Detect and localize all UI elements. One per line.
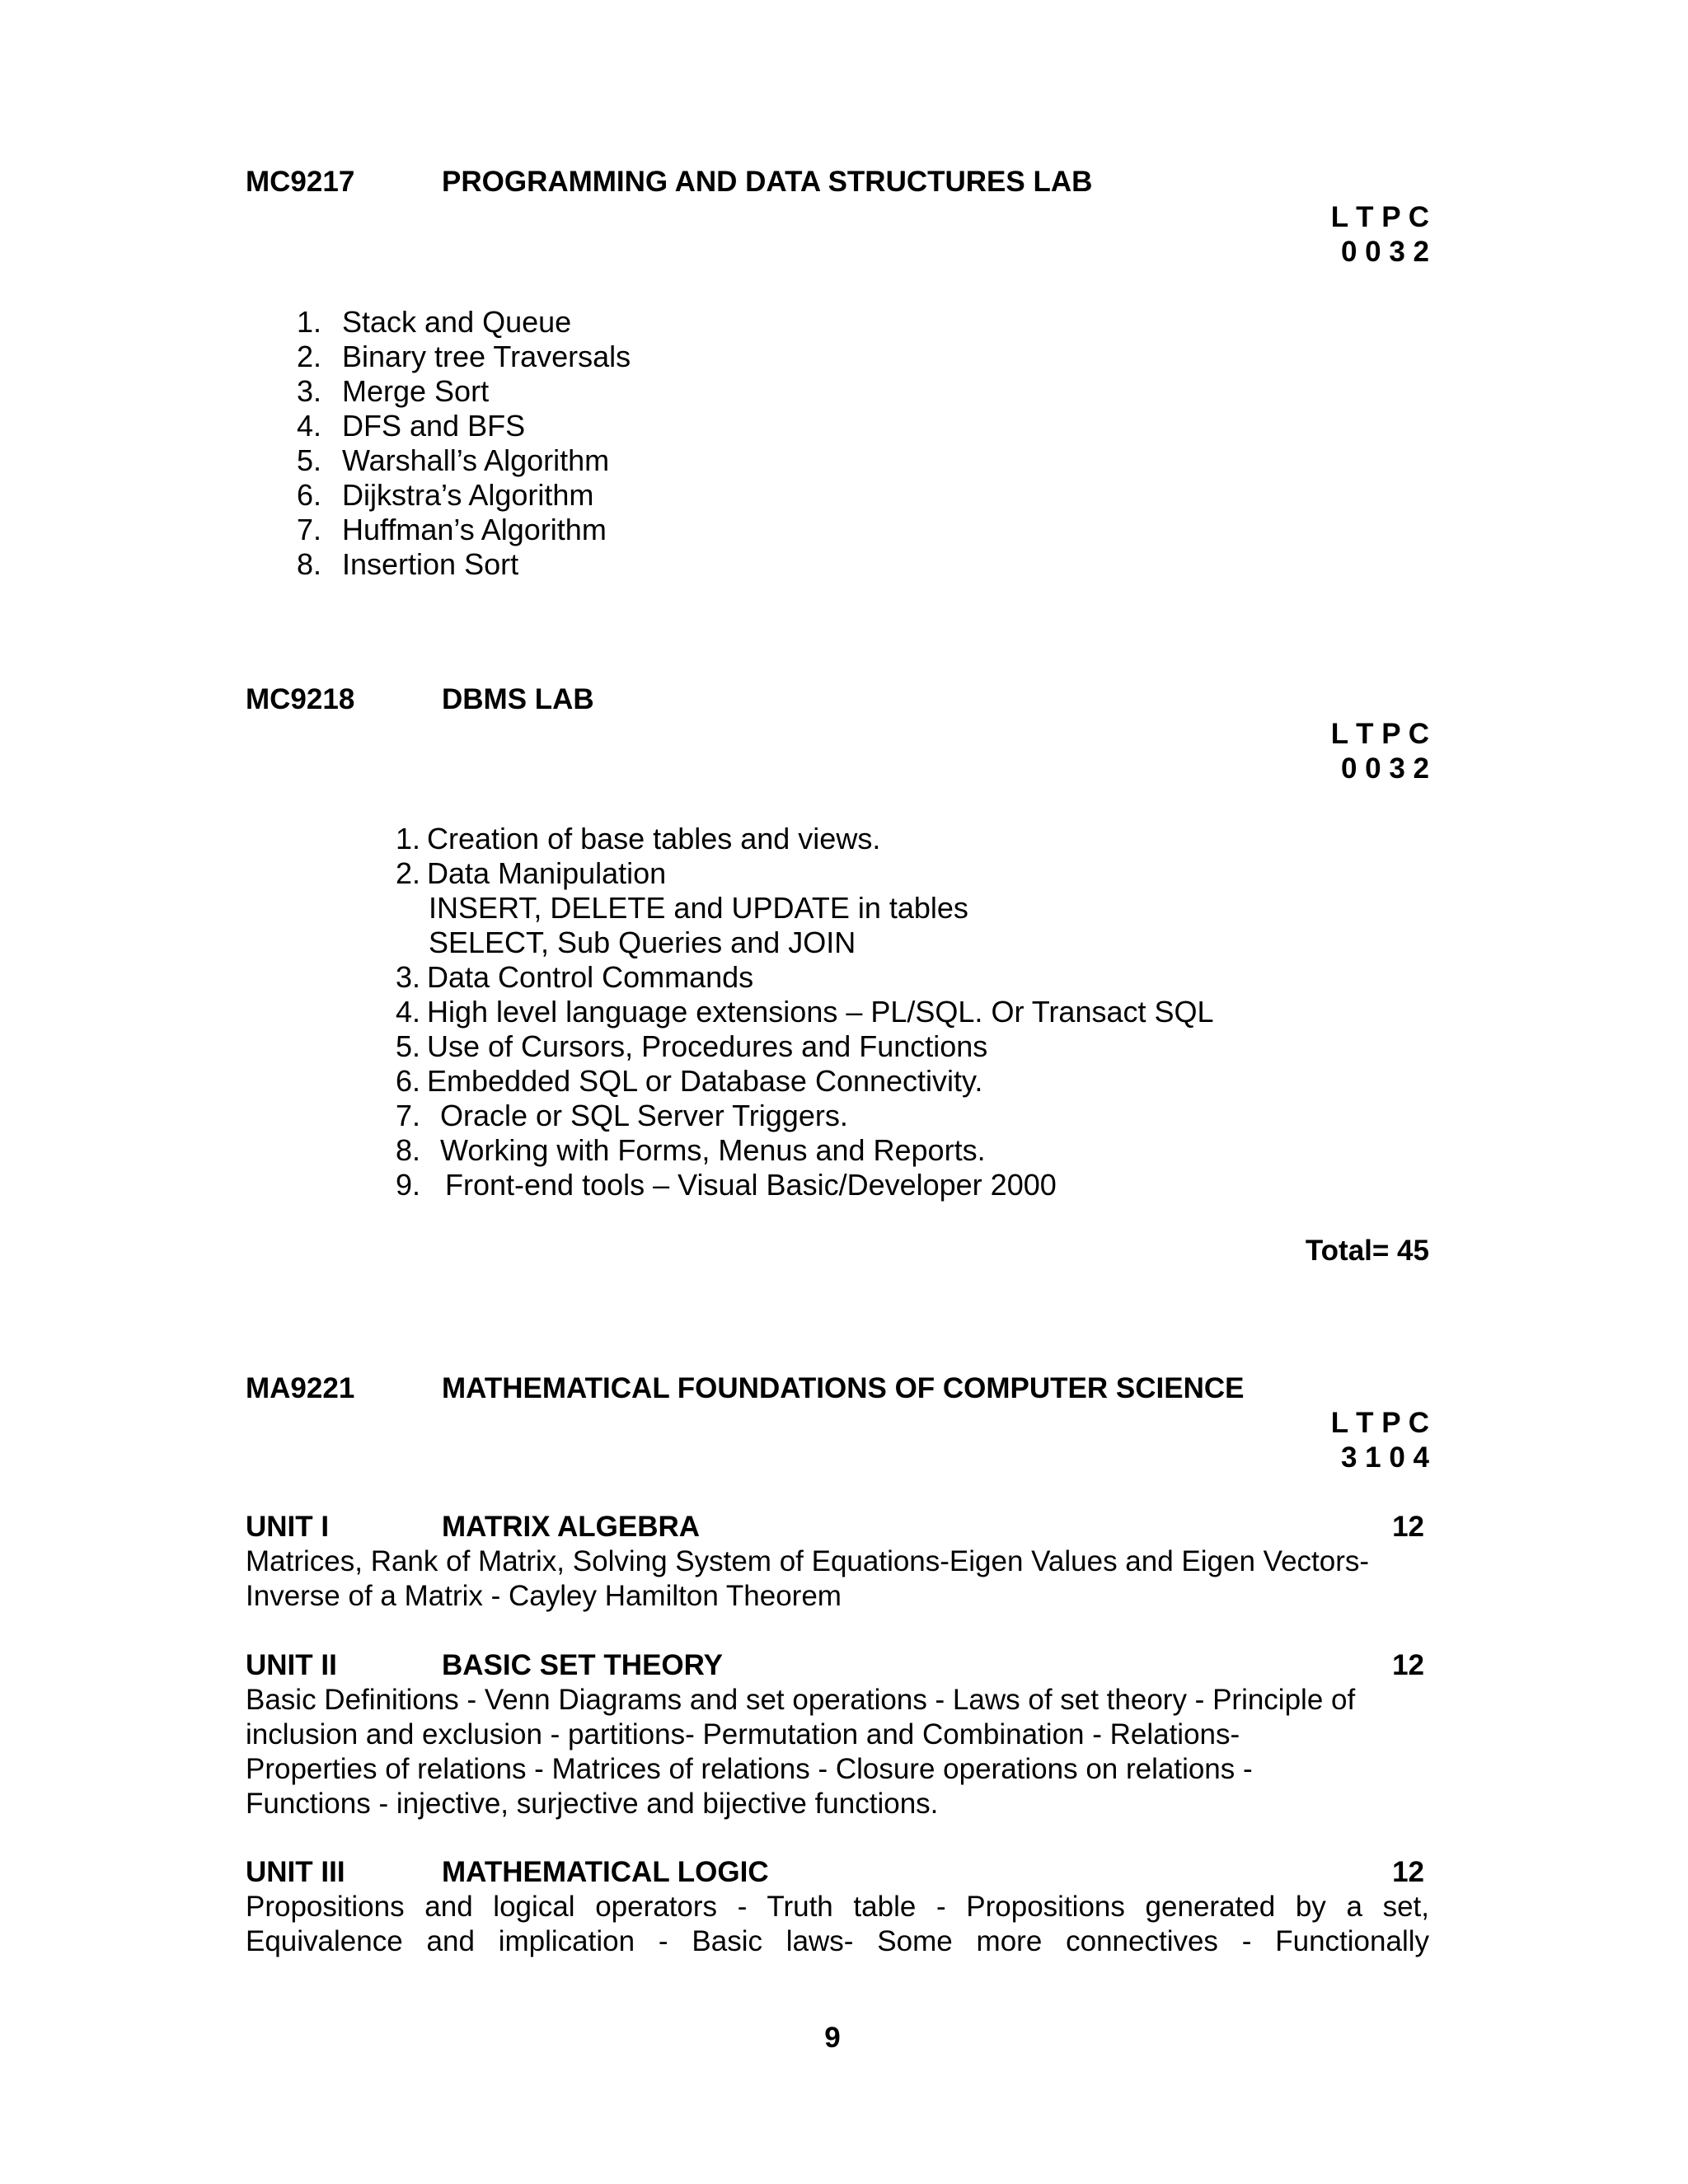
unit-title: BASIC SET THEORY bbox=[442, 1649, 723, 1681]
item-text: High level language extensions – PL/SQL. Or Transact SQL bbox=[427, 995, 1214, 1029]
item-text: Binary tree Traversals bbox=[342, 340, 631, 373]
item-number: 8. bbox=[395, 1133, 420, 1167]
item-number: 4. bbox=[296, 409, 321, 443]
ltpc-header: L T P C bbox=[1330, 718, 1429, 750]
item-text: Stack and Queue bbox=[342, 305, 572, 339]
course-title: PROGRAMMING AND DATA STRUCTURES LAB bbox=[442, 166, 1093, 198]
unit-text-line: Propositions and logical operators - Truth table - Propositions generated by a set, bbox=[246, 1891, 1429, 1923]
item-text: Creation of base tables and views. bbox=[427, 822, 881, 855]
course-title: MATHEMATICAL FOUNDATIONS OF COMPUTER SCIENCE bbox=[442, 1372, 1245, 1404]
ltpc-values: 0 0 3 2 bbox=[1340, 752, 1429, 785]
list-item bbox=[0, 995, 1319, 1029]
list-item bbox=[0, 1064, 1319, 1099]
experiment-list bbox=[0, 305, 1154, 582]
unit-text-line: Matrices, Rank of Matrix, Solving System of Equations-Eigen Values and Eigen Vectors- bbox=[246, 1545, 1370, 1577]
item-number: 2. bbox=[395, 856, 420, 890]
page-number: 9 bbox=[824, 2022, 841, 2054]
ltpc-values: 3 1 0 4 bbox=[1340, 1441, 1429, 1474]
item-text: Dijkstra’s Algorithm bbox=[342, 478, 594, 512]
item-number: 2. bbox=[296, 340, 321, 373]
list-item bbox=[0, 443, 1154, 478]
item-text: Front-end tools – Visual Basic/Developer 2000 bbox=[445, 1168, 1057, 1202]
item-number: 5. bbox=[296, 443, 321, 477]
item-text: Huffman’s Algorithm bbox=[342, 513, 607, 546]
item-text: Embedded SQL or Database Connectivity. bbox=[427, 1064, 983, 1098]
item-number: 7. bbox=[395, 1099, 420, 1132]
item-text: Warshall’s Algorithm bbox=[342, 443, 610, 477]
item-number: 8. bbox=[296, 547, 321, 581]
item-text: Merge Sort bbox=[342, 374, 490, 408]
total-hours: Total= 45 bbox=[1305, 1235, 1429, 1267]
item-text: Use of Cursors, Procedures and Functions bbox=[427, 1029, 988, 1063]
item-number: 1. bbox=[395, 822, 420, 855]
item-number: 5. bbox=[395, 1029, 420, 1063]
item-number: 7. bbox=[296, 513, 321, 546]
item-number: 3. bbox=[296, 374, 321, 408]
item-text: Insertion Sort bbox=[342, 547, 519, 581]
list-item bbox=[0, 409, 1154, 443]
list-item bbox=[0, 305, 1154, 340]
unit-label: UNIT III bbox=[246, 1856, 345, 1888]
item-number: 4. bbox=[395, 995, 420, 1029]
item-number: 9. bbox=[395, 1168, 420, 1202]
course-title: DBMS LAB bbox=[442, 683, 594, 715]
unit-label: UNIT II bbox=[246, 1649, 337, 1681]
unit-label: UNIT I bbox=[246, 1511, 330, 1543]
list-item bbox=[0, 1099, 1319, 1133]
list-item bbox=[0, 1029, 1319, 1064]
item-number: 3. bbox=[395, 960, 420, 994]
unit-text-line: Basic Definitions - Venn Diagrams and set operations - Laws of set theory - Principle of bbox=[246, 1684, 1356, 1716]
item-text: INSERT, DELETE and UPDATE in tables bbox=[429, 891, 968, 925]
list-item bbox=[0, 926, 1319, 960]
unit-text-line: Functions - injective, surjective and bijective functions. bbox=[246, 1788, 939, 1820]
unit-title: MATHEMATICAL LOGIC bbox=[442, 1856, 769, 1888]
course-code: MC9218 bbox=[246, 683, 355, 715]
experiment-list bbox=[0, 822, 1319, 1202]
unit-text-line: inclusion and exclusion - partitions- Permutation and Combination - Relations- bbox=[246, 1718, 1240, 1750]
unit-hours: 12 bbox=[1392, 1649, 1424, 1681]
unit-hours: 12 bbox=[1392, 1856, 1424, 1888]
item-text: Oracle or SQL Server Triggers. bbox=[440, 1099, 848, 1132]
unit-text-line: Properties of relations - Matrices of relations - Closure operations on relations - bbox=[246, 1753, 1253, 1785]
item-number: 6. bbox=[296, 478, 321, 512]
item-text: Data Control Commands bbox=[427, 960, 754, 994]
list-item bbox=[0, 1133, 1319, 1168]
course-code: MA9221 bbox=[246, 1372, 355, 1404]
list-item bbox=[0, 891, 1319, 926]
item-number: 6. bbox=[395, 1064, 420, 1098]
unit-text-line: Inverse of a Matrix - Cayley Hamilton Theorem bbox=[246, 1580, 842, 1612]
list-item bbox=[0, 513, 1154, 547]
unit-hours: 12 bbox=[1392, 1511, 1424, 1543]
list-item bbox=[0, 340, 1154, 374]
list-item bbox=[0, 547, 1154, 582]
list-item bbox=[0, 822, 1319, 856]
ltpc-values: 0 0 3 2 bbox=[1340, 236, 1429, 268]
ltpc-header: L T P C bbox=[1330, 201, 1429, 233]
item-text: SELECT, Sub Queries and JOIN bbox=[429, 926, 856, 959]
ltpc-header: L T P C bbox=[1330, 1407, 1429, 1439]
unit-text-line: Equivalence and implication - Basic laws- Some more connectives - Functionally bbox=[246, 1925, 1429, 1957]
list-item bbox=[0, 856, 1319, 891]
list-item bbox=[0, 1168, 1319, 1202]
list-item bbox=[0, 478, 1154, 513]
item-text: Data Manipulation bbox=[427, 856, 667, 890]
list-item bbox=[0, 960, 1319, 995]
item-text: Working with Forms, Menus and Reports. bbox=[440, 1133, 986, 1167]
item-text: DFS and BFS bbox=[342, 409, 526, 443]
course-code: MC9217 bbox=[246, 166, 355, 198]
unit-title: MATRIX ALGEBRA bbox=[442, 1511, 701, 1543]
item-number: 1. bbox=[296, 305, 321, 339]
list-item bbox=[0, 374, 1154, 409]
